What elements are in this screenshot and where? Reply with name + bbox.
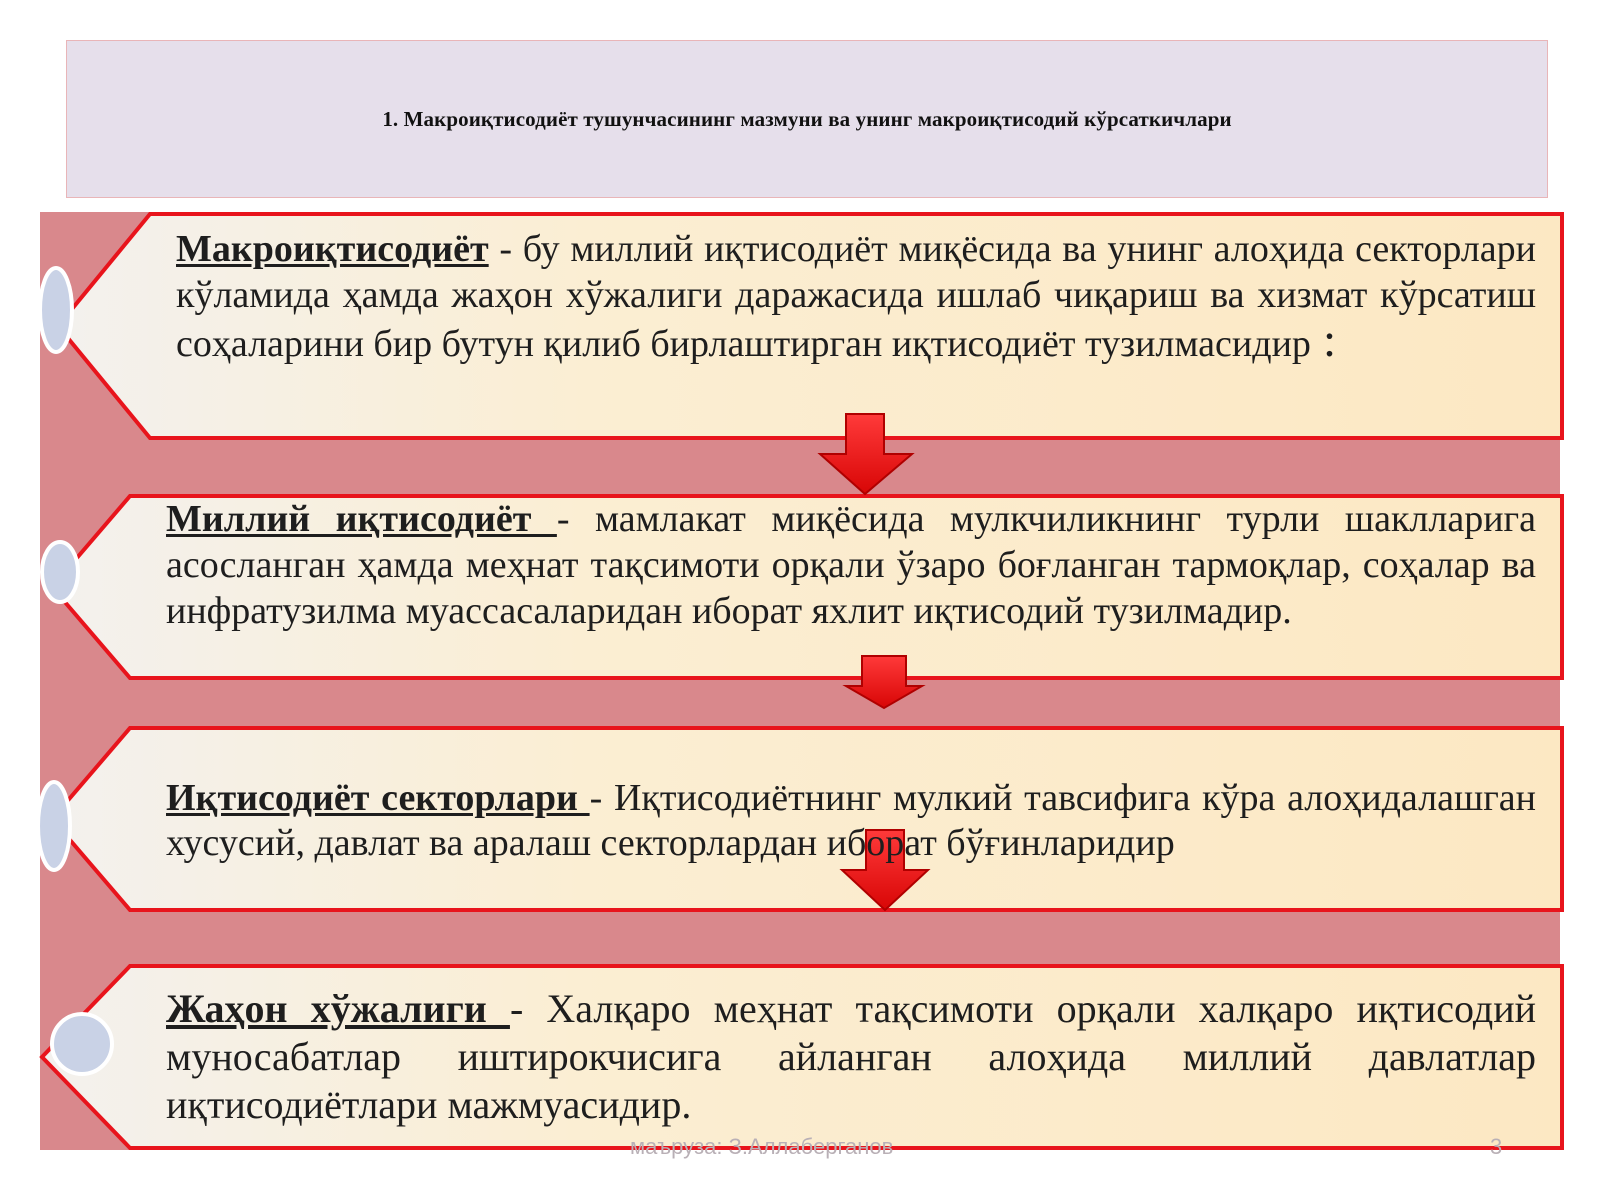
card-4-sep: - — [509, 986, 547, 1031]
card-4-body: Халқаро меҳнат тақсимоти орқали халқаро иқтисодий муносабатлар иштирокчисига айланган алоҳида миллий давлатлар иқтисодиётлари мажмуасидир. — [166, 986, 1537, 1127]
card-1-term: Макроиқтисодиёт — [176, 228, 489, 270]
card-2-body: мамлакат миқёсида мулкчиликнинг турли шаклларига асосланган ҳамда меҳнат тақсимоти орқали ўзаро боғланган тармоқлар, соҳалар ва инфратузилма муассасаларидан иборат яхлит иқтисодий тузилмадир. — [166, 498, 1536, 632]
page-number: 3 — [1490, 1134, 1503, 1159]
card-2-circle-icon — [42, 542, 78, 602]
card-2-term: Миллий иқтисодиёт — [166, 498, 557, 540]
card-2-text — [166, 496, 1536, 634]
card-3-sep: - — [589, 777, 614, 819]
card-1-sep: - — [488, 228, 523, 270]
card-3-body: Иқтисодиётнинг мулкий тавсифига кўра алоҳидалашган хусусий, давлат ва аралаш секторлардан иборат бўғинларидир — [166, 777, 1536, 864]
page-title: 1. Макроиқтисодиёт тушунчасининг мазмуни ва унинг макроиқтисодий кўрсаткичлари — [382, 106, 1232, 131]
card-4-term: Жаҳон хўжалиги — [166, 986, 510, 1031]
card-1-body: бу миллий иқтисодиёт миқёсида ва унинг алоҳида секторлари кўламида ҳамда жаҳон хўжалиги даражасида ишлаб чиқариш ва хизмат кўрсатиш соҳаларини бир бутун қилиб бирлаштирган иқтисодиёт тузилмасидир — [176, 228, 1536, 365]
card-3-text — [166, 776, 1536, 866]
card-3-term: Иқтисодиёт секторлари — [166, 777, 590, 819]
card-1-text — [176, 226, 1536, 367]
card-4-text — [166, 985, 1536, 1129]
card-2-sep: - — [556, 498, 595, 540]
card-1-end: : — [1310, 314, 1337, 367]
card-4-circle-icon — [52, 1014, 112, 1074]
footer-author: маъруза: З.Аллаберганов — [630, 1134, 894, 1159]
card-3-circle-icon — [38, 782, 70, 870]
card-1-circle-icon — [40, 268, 72, 352]
